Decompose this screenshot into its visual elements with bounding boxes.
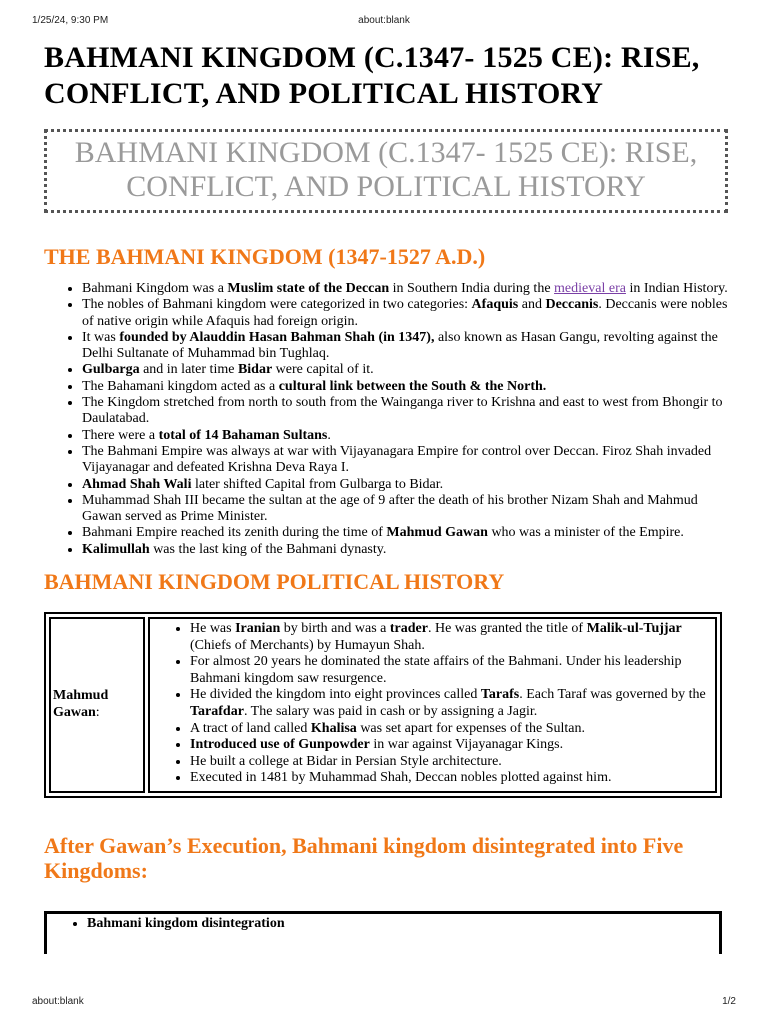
- list-item: • Bahmani Kingdom was a Muslim state of the Deccan in Southern India during the medieval era in Indian History.: [82, 281, 728, 297]
- row-body-cell: [148, 617, 717, 793]
- list-item: • It was founded by Alauddin Hasan Bahman Shah (in 1347), also known as Hasan Gangu, revolting against the Delhi Sultanate of Muhammad bin Tughlaq.: [82, 330, 728, 363]
- list-item: • Bahmani kingdom disintegration: [87, 916, 719, 932]
- list-item: • There were a total of 14 Bahaman Sultans.: [82, 428, 728, 444]
- print-header: [32, 15, 736, 29]
- footer-url: about:blank: [32, 996, 84, 1007]
- list-item: • He built a college at Bidar in Persian Style architecture.: [190, 754, 713, 771]
- list-item: • He was Iranian by birth and was a trader. He was granted the title of Malik-ul-Tujjar (Chiefs of Merchants) by Humayun Shah.: [190, 621, 713, 654]
- disintegration-list: [47, 916, 719, 932]
- list-item: • The Bahamani kingdom acted as a cultural link between the South & the North.: [82, 379, 728, 395]
- print-url: about:blank: [358, 15, 410, 26]
- list-item: • He divided the kingdom into eight provinces called Tarafs. Each Taraf was governed by the Tarafdar. The salary was paid in cash or by assigning a Jagir.: [190, 687, 713, 720]
- list-item: • Introduced use of Gunpowder in war against Vijayanagar Kings.: [190, 737, 713, 754]
- section-heading-political-history: BAHMANI KINGDOM POLITICAL HISTORY: [44, 569, 505, 595]
- section-heading-bahmani-kingdom: THE BAHMANI KINGDOM (1347-1527 A.D.): [44, 244, 486, 269]
- section-heading-disintegration: After Gawan’s Execution, Bahmani kingdom disintegrated into Five Kingdoms:: [44, 832, 684, 883]
- list-item: • For almost 20 years he dominated the state affairs of the Bahmani. Under his leadership Bahmani kingdom saw resurgence.: [190, 654, 713, 687]
- list-item: • Muhammad Shah III became the sultan at the age of 9 after the death of his brother Nizam Shah and Mahmud Gawan served as Prime Minister.: [82, 493, 728, 526]
- list-item: • The nobles of Bahmani kingdom were categorized in two categories: Afaquis and Deccanis. Deccanis were nobles of native origin while Afaquis had foreign origin.: [82, 297, 728, 330]
- row-label: Mahmud Gawan: [53, 688, 109, 721]
- list-item: • The Kingdom stretched from north to south from the Wainganga river to Krishna and east to west from Bhongir to Daulatabad.: [82, 395, 728, 428]
- page-number: 1/2: [722, 996, 736, 1007]
- mahmud-gawan-table: [44, 612, 722, 798]
- row-label-cell: Mahmud Gawan:: [49, 617, 145, 793]
- page-title: BAHMANI KINGDOM (C.1347- 1525 CE): RISE, CONFLICT, AND POLITICAL HISTORY: [44, 41, 700, 110]
- list-item: • Gulbarga and in later time Bidar were capital of it.: [82, 362, 728, 378]
- list-item: • Bahmani Empire reached its zenith during the time of Mahmud Gawan who was a minister of the Empire.: [82, 525, 728, 541]
- list-item: • Kalimullah was the last king of the Bahmani dynasty.: [82, 542, 728, 558]
- medieval-era-link[interactable]: medieval era: [554, 281, 626, 296]
- boxed-title: BAHMANI KINGDOM (C.1347- 1525 CE): RISE, CONFLICT, AND POLITICAL HISTORY: [44, 129, 728, 213]
- list-item: • Executed in 1481 by Muhammad Shah, Deccan nobles plotted against him.: [190, 770, 713, 787]
- print-datetime: 1/25/24, 9:30 PM: [32, 15, 109, 26]
- list-item: • The Bahmani Empire was always at war with Vijayanagara Empire for control over Deccan. Firoz Shah invaded Vijayanagar and defeated Krishna Deva Raya I.: [82, 444, 728, 477]
- page-content: [44, 40, 728, 986]
- table-row: [49, 617, 717, 793]
- disintegration-box: [44, 911, 722, 954]
- facts-list: [44, 281, 728, 558]
- list-item: • A tract of land called Khalisa was set apart for expenses of the Sultan.: [190, 721, 713, 738]
- list-item: • Ahmad Shah Wali later shifted Capital from Gulbarga to Bidar.: [82, 477, 728, 493]
- gawan-facts-list: [150, 621, 713, 787]
- print-footer: [32, 996, 736, 1010]
